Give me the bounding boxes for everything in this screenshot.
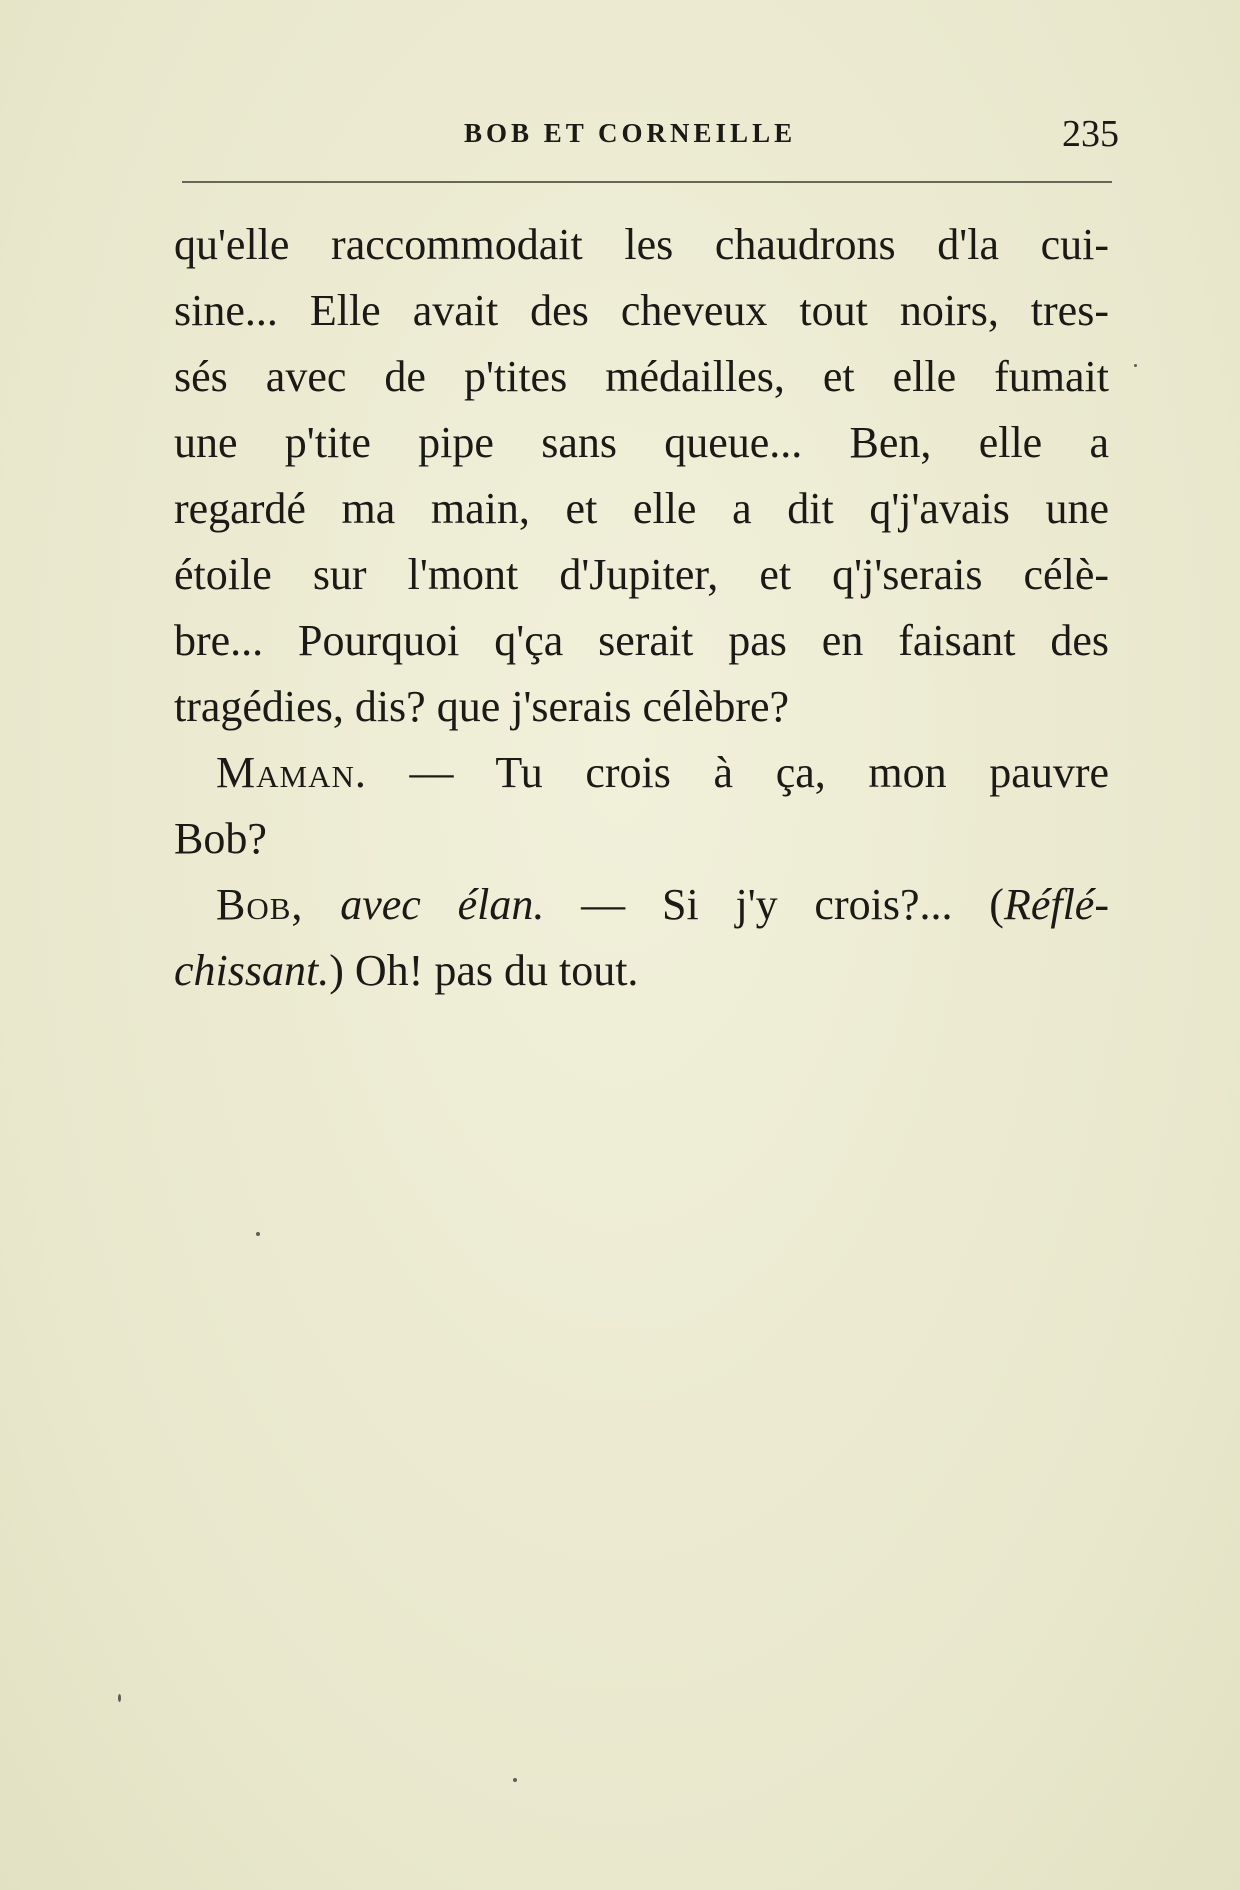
- text-line: regardé ma main, et elle a dit q'j'avais une: [174, 484, 1109, 533]
- dialogue-text: Bob?: [174, 814, 267, 863]
- stage-direction: avec élan.: [303, 880, 545, 929]
- text-line: une p'tite pipe sans queue... Ben, elle a: [174, 418, 1109, 467]
- paper-speck: [118, 1694, 121, 1702]
- stage-direction: chissant.: [174, 946, 330, 995]
- paper-speck: [256, 1232, 260, 1236]
- header-rule: [182, 181, 1112, 183]
- paper-speck: [1134, 364, 1137, 367]
- dialogue-line-maman-cont: [174, 806, 1109, 872]
- text-line: qu'elle raccommodait les chaudrons d'la cui-: [174, 220, 1109, 269]
- dialogue-line-bob-cont: [174, 938, 1109, 1004]
- dialogue-text: ) Oh! pas du tout.: [329, 946, 639, 995]
- body-text: [174, 212, 1109, 1004]
- paper-speck: [513, 1778, 517, 1782]
- text-line: bre... Pourquoi q'ça serait pas en faisant des: [174, 616, 1109, 665]
- page-number: 235: [1062, 113, 1119, 155]
- running-head: [175, 112, 1125, 156]
- stage-direction: Réflé-: [1003, 880, 1109, 929]
- running-title: BOB ET CORNEILLE: [464, 118, 797, 148]
- speaker-name: Bob,: [216, 880, 304, 929]
- text-line: sés avec de p'tites médailles, et elle fumait: [174, 352, 1109, 401]
- dialogue-text: — Si j'y crois?... (: [544, 880, 1004, 929]
- dialogue-line-maman: [174, 740, 1109, 806]
- text-line: sine... Elle avait des cheveux tout noirs, tres-: [174, 286, 1109, 335]
- speaker-name: Maman.: [216, 748, 367, 797]
- text-line: tragédies, dis? que j'serais célèbre?: [174, 682, 790, 731]
- text-line: étoile sur l'mont d'Jupiter, et q'j'serais célè-: [174, 550, 1109, 599]
- dialogue-text: — Tu crois à ça, mon pauvre: [366, 748, 1109, 797]
- dialogue-line-bob: [174, 872, 1109, 938]
